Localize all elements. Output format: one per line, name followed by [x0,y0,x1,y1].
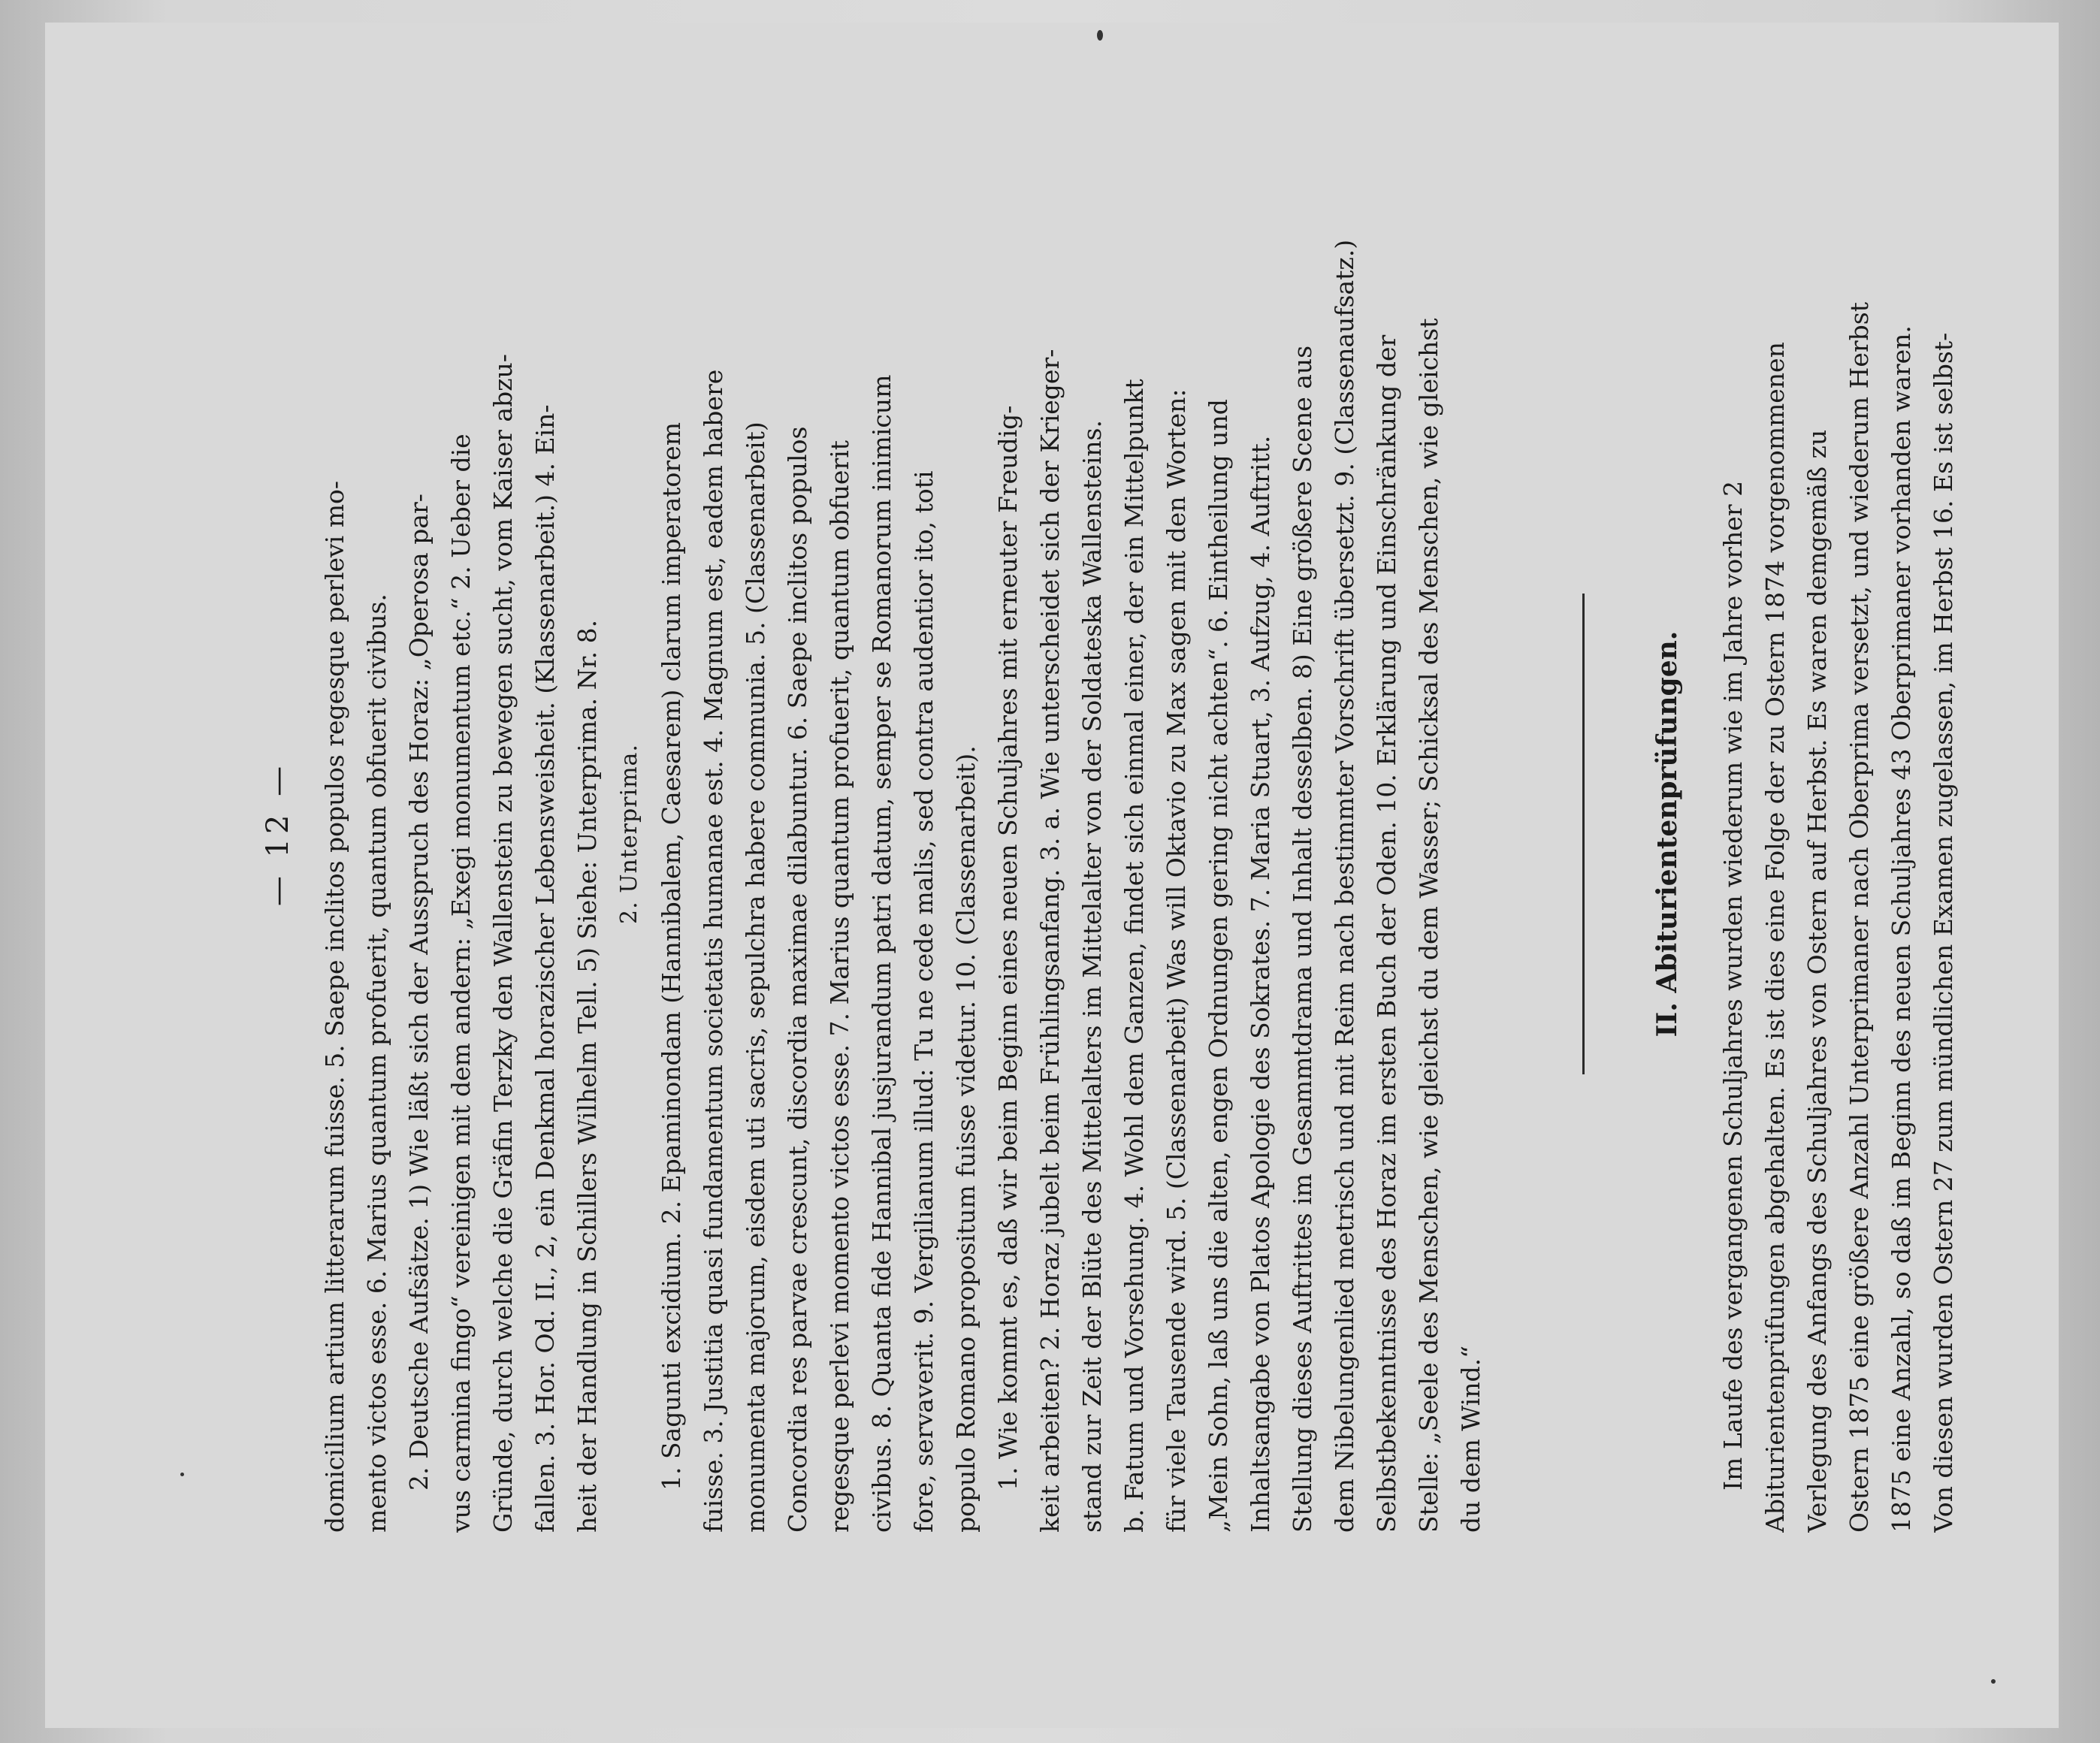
text-line: Von diesen wurden Ostern 27 zum mündlichen Examen zugelassen, im Herbst 16. Es ist selbst- [1929,332,1958,1533]
text-line: Im Laufe des vergangenen Schuljahres wurden wiederum wie im Jahre vorher 2 [1718,480,1748,1491]
text-line: dem Nibelungenlied metrisch und mit Reim nach bestimmter Vorschrift übersetzt. 9. (Classenaufsatz.) [1330,239,1359,1533]
text-line: civibus. 8. Quanta fide Hannibal jusjurandum patri datum, semper se Romanorum inimicum [867,374,896,1533]
abitur-paragraph [1712,135,1965,1533]
section-divider [1582,594,1585,1074]
text-line: 1. Sagunti excidium. 2. Epaminondam (Hannibalem, Caesarem) clarum imperatorem [657,422,686,1491]
text-line: für viele Tausende wird. 5. (Classenarbeit) Was will Oktavio zu Max sagen mit den Worten: [1162,388,1191,1533]
ink-speck [180,1473,184,1476]
text-line: Ostern 1875 eine größere Anzahl Unterprimaner nach Oberprima versetzt, und wiederum Herbst [1845,302,1874,1533]
text-line: 2. Deutsche Aufsätze. 1) Wie läßt sich der Ausspruch des Horaz: „Operosa par- [404,494,434,1491]
text-line: Abiturientenprüfungen abgehalten. Es ist dies eine Folge der zu Ostern 1874 vorgenommenen [1760,342,1790,1533]
text-line: keit arbeiten? 2. Horaz jubelt beim Frühlingsanfang. 3. a. Wie unterscheidet sich der Krieger- [1035,349,1065,1533]
german-topics-unterprima [987,135,1492,1533]
text-line: heit der Handlung in Schillers Wilhelm Tell. 5) Siehe: Unterprima. Nr. 8. [573,619,602,1533]
text-line: 1875 eine Anzahl, so daß im Beginn des neuen Schuljahres 43 Oberprimaner vorhanden waren. [1887,325,1916,1533]
text-line: b. Fatum und Vorsehung. 4. Wohl dem Ganzen, findet sich einmal einer, der ein Mittelpunkt [1119,379,1149,1533]
text-line: 1. Wie kommt es, daß wir beim Beginn eines neuen Schuljahres mit erneuter Freudig- [993,405,1023,1491]
text-line: regesque perlevi momento victos esse. 7. Marius quantum profuerit, quantum obfuerit [825,440,854,1533]
ink-speck [1097,30,1103,41]
ink-speck [1991,1679,1996,1684]
text-line: Stellung dieses Auftrittes im Gesammtdrama und Inhalt desselben. 8) Eine größere Scene aus [1288,345,1317,1533]
rotated-text-block [255,135,1958,1533]
text-line: Inhaltsangabe von Platos Apologie des Sokrates. 7. Maria Stuart, 3. Aufzug, 4. Auftritt. [1246,435,1275,1533]
text-line: Verlegung des Anfangs des Schuljahres von Ostern auf Herbst. Es waren demgemäß zu [1802,429,1832,1533]
text-line: „Mein Sohn, laß uns die alten, engen Ordnungen gering nicht achten“. 6. Eintheilung und [1204,399,1233,1533]
text-line: Stelle: „Seele des Menschen, wie gleichst du dem Wasser; Schicksal des Menschen, wie gleichst [1414,318,1443,1533]
text-line: mento victos esse. 6. Marius quantum profuerit, quantum obfuerit civibus. [362,594,391,1533]
section-title: II. Abiturientenprüfungen. [1651,630,1683,1038]
essay-topics-oberprima [314,135,609,1533]
text-line: monumenta majorum, eisdem uti sacris, sepulchra habere communia. 5. (Classenarbeit) [741,421,770,1533]
text-line: fallen. 3. Hor. Od. II., 2, ein Denkmal horazischer Lebensweisheit. (Klassenarbeit.) 4. Ein- [530,404,560,1533]
text-line: fuisse. 3. Justitia quasi fundamentum societatis humanae est. 4. Magnum est, eadem habere [699,369,728,1533]
text-line: Gründe, durch welche die Gräfin Terzky den Wallenstein zu bewegen sucht, vom Kaiser abzu- [488,354,518,1533]
text-line: stand zur Zeit der Blüte des Mittelalters im Mittelalter von der Soldateska Wallensteins. [1077,420,1107,1533]
page-number: — 12 — [261,761,295,907]
text-line: Concordia res parvae crescunt, discordia maximae dilabuntur. 6. Saepe inclitos populos [783,426,812,1533]
text-line: domicilium artium litterarum fuisse. 5. Saepe inclitos populos regesque perlevi mo- [320,480,349,1533]
latin-topics-unterprima [651,135,987,1533]
text-line: vus carmina fingo“ vereinigen mit dem andern: „Exegi monumentum etc.“ 2. Ueber die [446,433,476,1533]
text-line: fore, servaverit. 9. Vergilianum illud: Tu ne cede malis, sed contra audentior ito, toti [909,470,938,1533]
text-line: du dem Wind.“ [1456,1346,1485,1533]
text-line: Selbstbekenntnisse des Horaz im ersten Buch der Oden. 10. Erklärung und Einschränkung der [1372,334,1401,1533]
text-line: populo Romano propositum fuisse videtur. 10. (Classenarbeit). [951,745,981,1533]
subsection-heading: 2. Unterprima. [616,744,642,924]
